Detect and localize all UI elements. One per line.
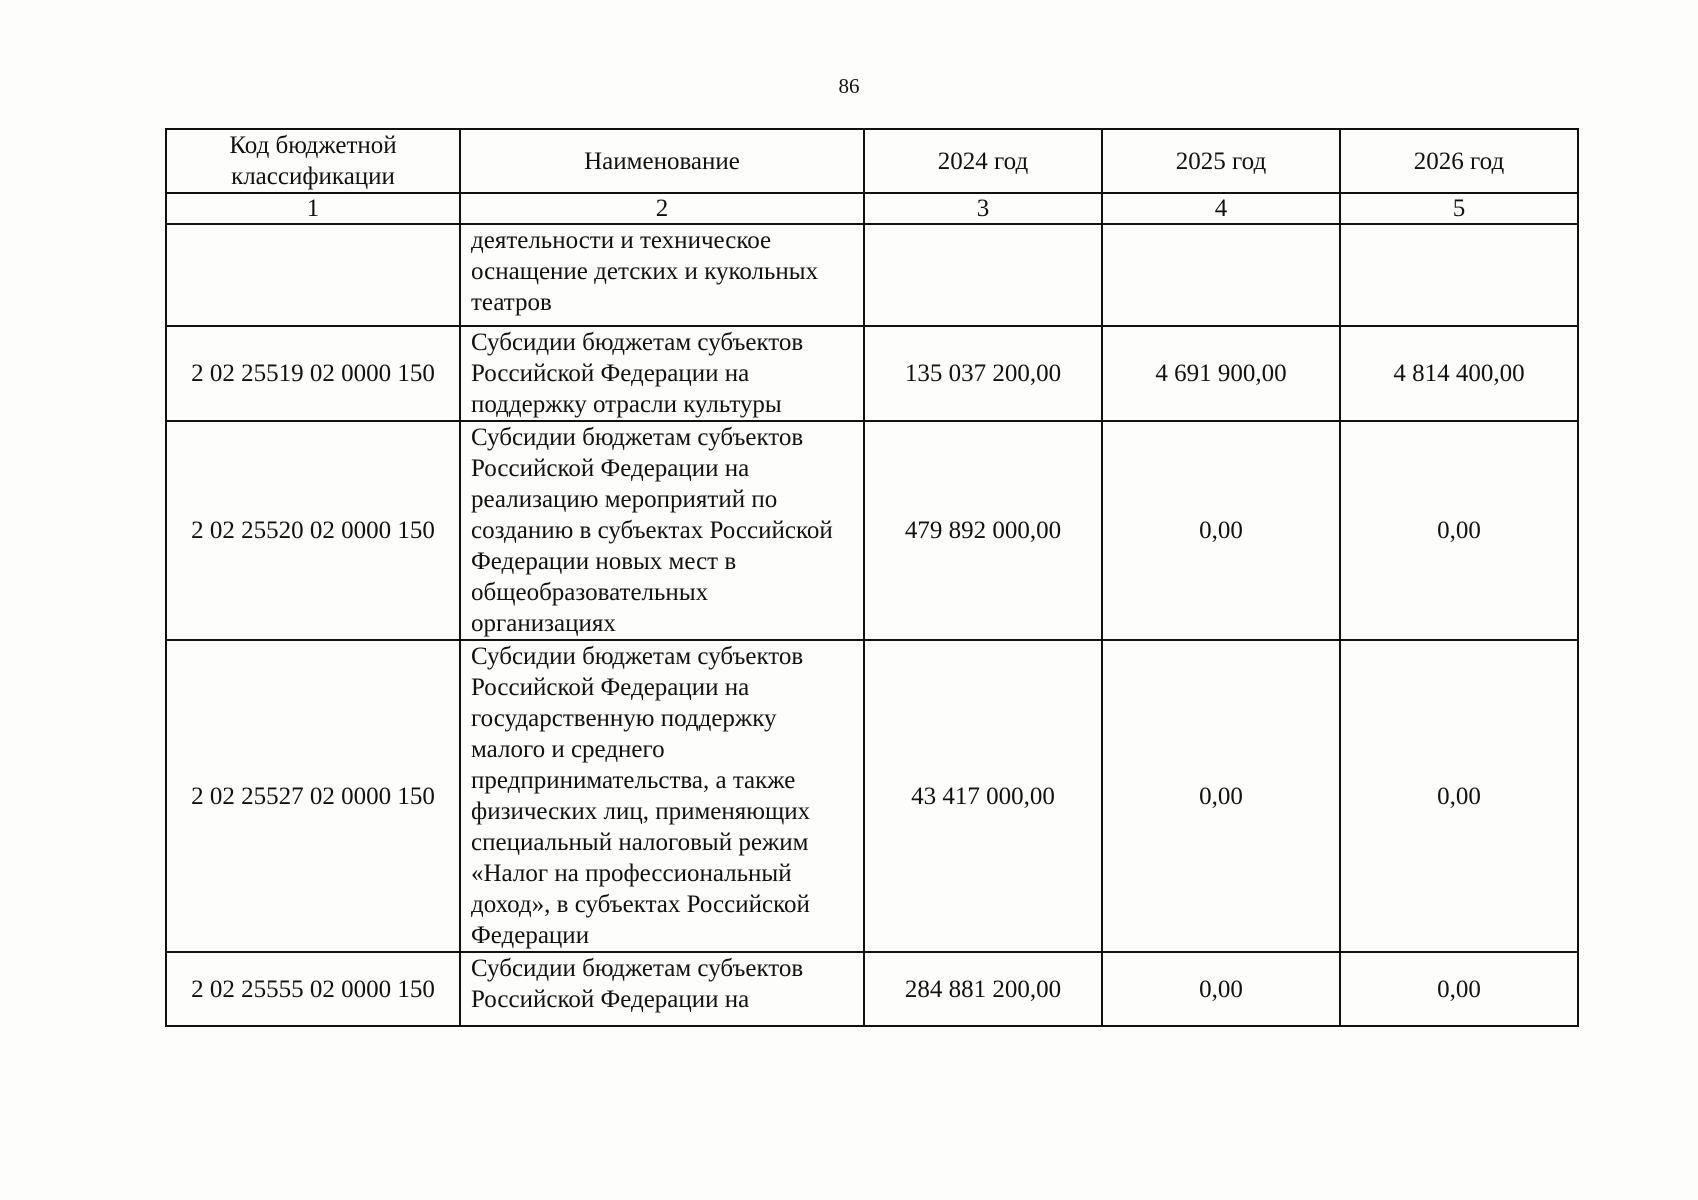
- amount-2025-cell: 4 691 900,00: [1102, 326, 1340, 421]
- header-code: Код бюджетной классификации: [166, 129, 460, 193]
- column-number: 3: [864, 193, 1102, 224]
- budget-code-cell: 2 02 25555 02 0000 150: [166, 952, 460, 1026]
- table-header-row: [166, 129, 1578, 193]
- table-row: [166, 326, 1578, 421]
- table-row: [166, 224, 1578, 326]
- budget-code-cell: 2 02 25519 02 0000 150: [166, 326, 460, 421]
- amount-2025-cell: 0,00: [1102, 421, 1340, 640]
- table-row: [166, 640, 1578, 952]
- table-row: [166, 421, 1578, 640]
- budget-code-cell: 2 02 25520 02 0000 150: [166, 421, 460, 640]
- amount-2024-cell: 284 881 200,00: [864, 952, 1102, 1026]
- name-cell: Субсидии бюджетам субъектов Российской Федерации на: [460, 952, 864, 1026]
- header-2025: 2025 год: [1102, 129, 1340, 193]
- amount-2026-cell: 0,00: [1340, 421, 1578, 640]
- amount-2024-cell: [864, 224, 1102, 326]
- amount-2025-cell: 0,00: [1102, 952, 1340, 1026]
- amount-2026-cell: 0,00: [1340, 952, 1578, 1026]
- column-number: 1: [166, 193, 460, 224]
- amount-2024-cell: 135 037 200,00: [864, 326, 1102, 421]
- amount-2026-cell: 0,00: [1340, 640, 1578, 952]
- column-number: 5: [1340, 193, 1578, 224]
- table-row: [166, 952, 1578, 1026]
- page-number: 86: [838, 74, 860, 98]
- name-cell: Субсидии бюджетам субъектов Российской Федерации на государственную поддержку малого и среднего предпринимательства, а также физических лиц, применяющих специальный налоговый режим «Налог на профессиональный доход», в субъектах Российской Федерации: [460, 640, 864, 952]
- header-2024: 2024 год: [864, 129, 1102, 193]
- name-cell: деятельности и техническое оснащение детских и кукольных театров: [460, 224, 864, 326]
- header-2026: 2026 год: [1340, 129, 1578, 193]
- column-number: 2: [460, 193, 864, 224]
- amount-2024-cell: 479 892 000,00: [864, 421, 1102, 640]
- name-cell: Субсидии бюджетам субъектов Российской Федерации на реализацию мероприятий по созданию в субъектах Российской Федерации новых мест в общеобразовательных организациях: [460, 421, 864, 640]
- amount-2026-cell: 4 814 400,00: [1340, 326, 1578, 421]
- budget-code-cell: 2 02 25527 02 0000 150: [166, 640, 460, 952]
- column-number: 4: [1102, 193, 1340, 224]
- budget-table: [165, 128, 1579, 1027]
- amount-2025-cell: 0,00: [1102, 640, 1340, 952]
- header-name: Наименование: [460, 129, 864, 193]
- name-cell: Субсидии бюджетам субъектов Российской Федерации на поддержку отрасли культуры: [460, 326, 864, 421]
- amount-2024-cell: 43 417 000,00: [864, 640, 1102, 952]
- budget-code-cell: [166, 224, 460, 326]
- amount-2026-cell: [1340, 224, 1578, 326]
- column-number-row: [166, 193, 1578, 224]
- amount-2025-cell: [1102, 224, 1340, 326]
